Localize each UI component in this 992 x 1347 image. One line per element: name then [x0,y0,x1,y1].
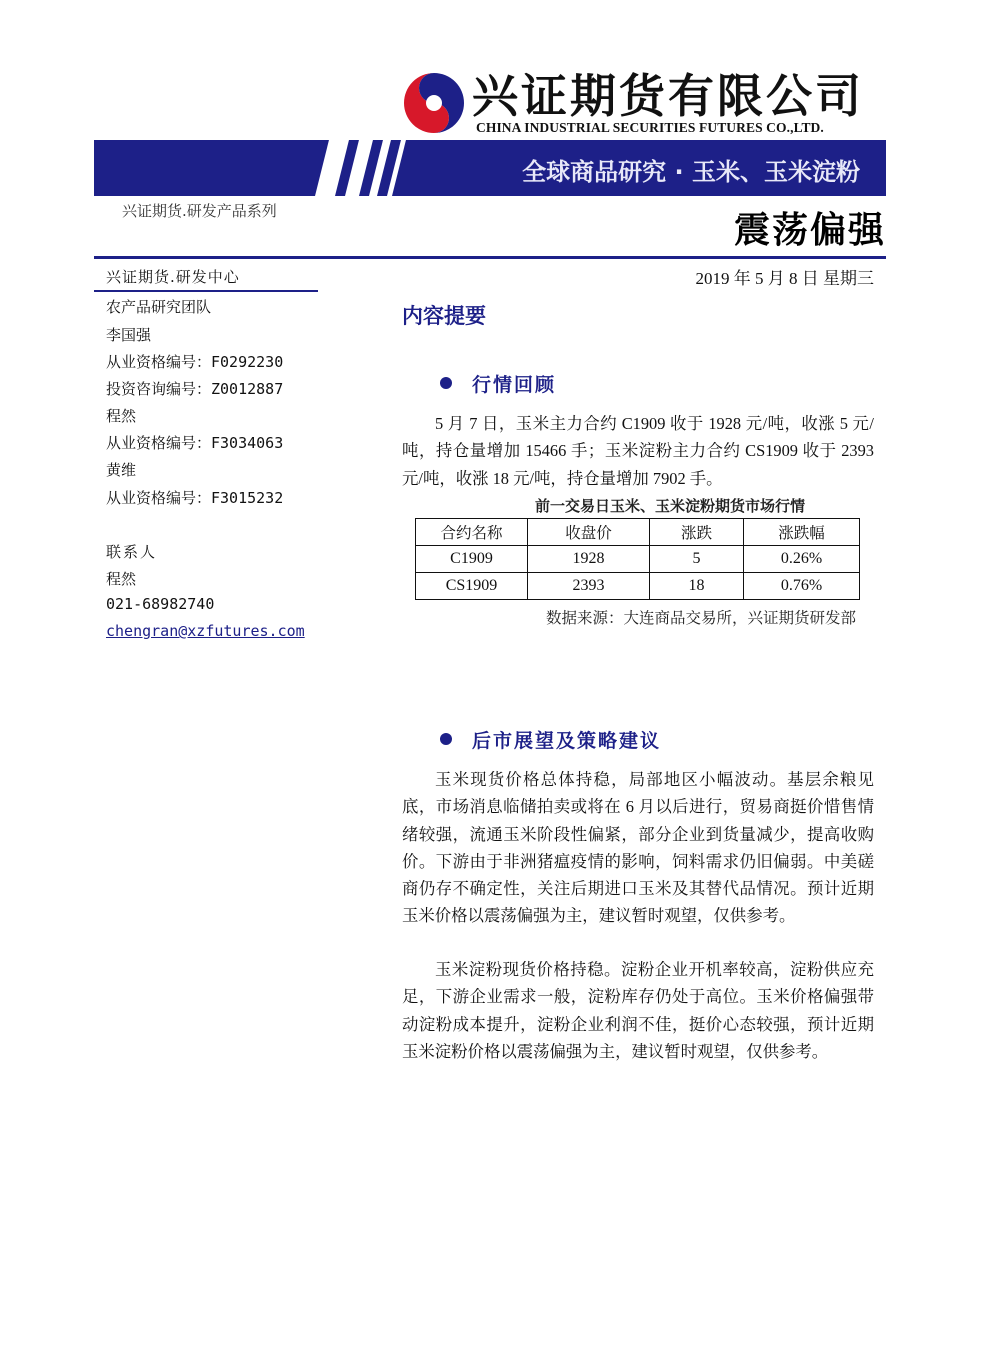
column-header: 收盘价 [528,519,650,546]
section-title-outlook: 后市展望及策略建议 [472,730,662,752]
outlook-paragraph-corn: 玉米现货价格总体持稳，局部地区小幅波动。基层余粮见底，市场消息临储拍卖或将在 6 月以后进行，贸易商挺价惜售情绪较强，流通玉米阶段性偏紧，部分企业到货量减少，提高收购价。下游由于非洲猪瘟疫情的影响，饲料需求仍旧偏弱。中美磋商仍存不确定性，关注后期进口玉米及其替代品情况。预计近期玉米价格以震荡偏强为主，建议暂时观望，仅供参考。 [402,770,874,926]
outlook-paragraph-starch: 玉米淀粉现货价格持稳。淀粉企业开机率较高，淀粉供应充足，下游企业需求一般，淀粉库存仍处于高位。玉米价格偏强带动淀粉成本提升，淀粉企业利润不佳，挺价心态较强，预计近期玉米淀粉价格以震荡偏强为主，建议暂时观望，仅供参考。 [402,960,874,1061]
table-cell: 0.76% [744,573,860,600]
table-cell: CS1909 [416,573,528,600]
section-title-review: 行情回顾 [472,374,557,396]
contact-email-link[interactable]: chengran@xzfutures.com [106,622,305,640]
analyst-name: 程然 [106,407,137,425]
bullet-icon [440,377,452,389]
product-series: 兴证期货.研发产品系列 [122,202,277,220]
contact-name: 程然 [106,570,137,588]
team-name: 农产品研究团队 [106,298,212,316]
sidebar-title: 兴证期货.研发中心 [106,268,240,286]
column-header: 合约名称 [416,519,528,546]
table-cell: 0.26% [744,546,860,573]
report-date: 2019 年 5 月 8 日 星期三 [695,269,874,288]
qualification-number: 从业资格编号：F0292230 [106,353,284,371]
table-cell: C1909 [416,546,528,573]
data-source-note: 数据来源：大连商品交易所，兴证期货研发部 [545,609,856,627]
table-header-row [416,519,860,546]
company-name-en: CHINA INDUSTRIAL SECURITIES FUTURES CO.,LTD. [476,120,824,135]
table-caption: 前一交易日玉米、玉米淀粉期货市场行情 [534,497,805,515]
sidebar-divider [94,290,318,292]
banner-stripe [315,140,349,196]
contact-label: 联系人 [106,543,158,561]
qualification-number: 从业资格编号：F3015232 [106,489,284,507]
banner-stripe [387,140,406,196]
report-banner [94,140,886,196]
column-header: 涨跌幅 [744,519,860,546]
header-divider [94,256,886,259]
table-row [416,573,860,600]
market-table [415,518,860,600]
bullet-icon [440,733,452,745]
column-header: 涨跌 [650,519,744,546]
banner-stripe [345,140,373,196]
table-cell: 18 [650,573,744,600]
consulting-number: 投资咨询编号：Z0012887 [106,380,284,398]
contact-phone: 021-68982740 [106,595,215,613]
analyst-name: 李国强 [106,326,152,344]
table-cell: 2393 [528,573,650,600]
market-review-paragraph: 5 月 7 日，玉米主力合约 C1909 收于 1928 元/吨，收涨 5 元/吨，持仓量增加 15466 手；玉米淀粉主力合约 CS1909 收于 2393 元/吨，收涨 18 元/吨，持仓量增加 7902 手。 [402,414,874,488]
company-logo-icon [403,72,465,134]
analyst-name: 黄维 [106,461,137,479]
banner-title: 全球商品研究 · 玉米、玉米淀粉 [522,158,860,186]
table-cell: 5 [650,546,744,573]
summary-heading: 内容提要 [402,304,486,328]
qualification-number: 从业资格编号：F3034063 [106,434,284,452]
table-row [416,546,860,573]
banner-stripe [369,140,391,196]
company-name-cn: 兴证期货有限公司 [472,69,864,123]
report-headline: 震荡偏强 [733,210,886,251]
table-cell: 1928 [528,546,650,573]
